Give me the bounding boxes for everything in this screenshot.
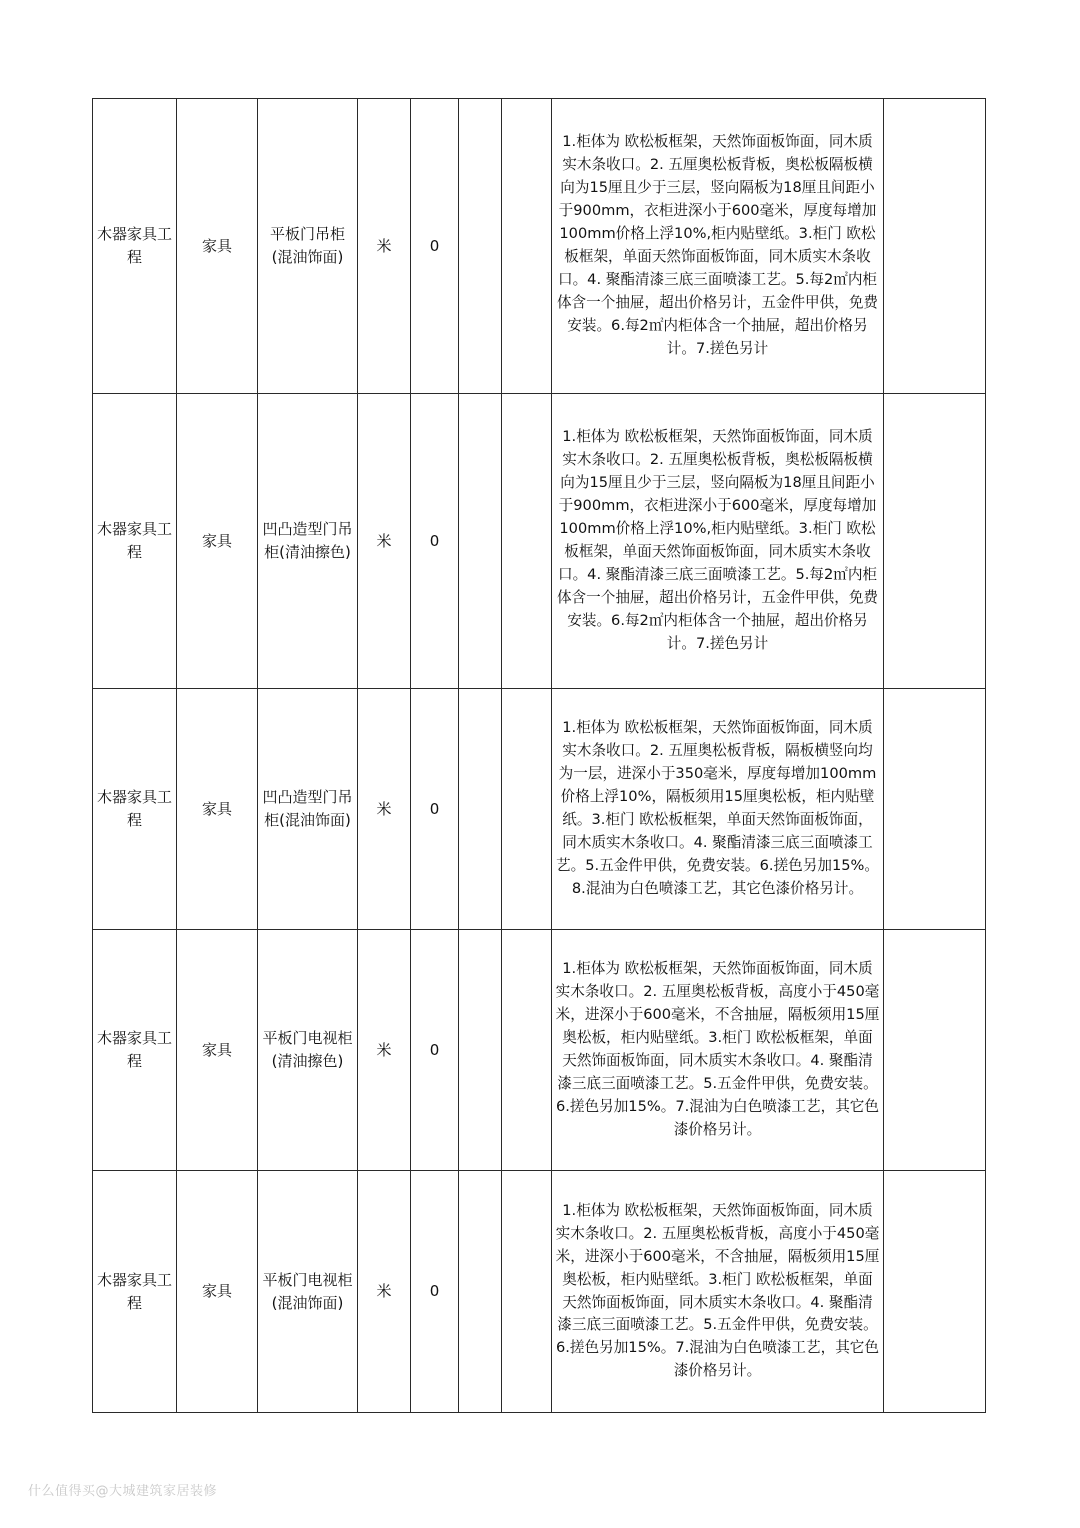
quantity-cell: 0 bbox=[411, 930, 459, 1171]
unit-price-cell bbox=[459, 689, 502, 930]
category-cell: 木器家具工程 bbox=[93, 1171, 177, 1413]
quantity-cell: 0 bbox=[411, 1171, 459, 1413]
remark-cell bbox=[884, 930, 986, 1171]
quantity-cell: 0 bbox=[411, 99, 459, 394]
description-cell: 1.柜体为 欧松板框架，天然饰面板饰面，同木质实木条收口。2. 五厘奥松板背板，隔板横竖向均为一层，进深小于350毫米，厚度每增加100mm价格上浮10%，隔板须用15厘奥松板，柜内贴壁纸。3.柜门 欧松板框架，单面天然饰面板饰面，同木质实木条收口。4. 聚酯清漆三底三面喷漆工艺。5.五金件甲供，免费安装。6.搓色另加15%。8.混油为白色喷漆工艺，其它色漆价格另计。 bbox=[552, 689, 884, 930]
item-name-cell: 平板门电视柜(清油擦色) bbox=[258, 930, 358, 1171]
description-cell: 1.柜体为 欧松板框架，天然饰面板饰面，同木质实木条收口。2. 五厘奥松板背板，奥松板隔板横向为15厘且少于三层，竖向隔板为18厘且间距小于900mm，衣柜进深小于600毫米，厚度每增加100mm价格上浮10%,柜内贴壁纸。3.柜门 欧松板框架，单面天然饰面板饰面，同木质实木条收口。4. 聚酯清漆三底三面喷漆工艺。5.每2㎡内柜体含一个抽屉，超出价格另计，五金件甲供，免费安装。6.每2㎡内柜体含一个抽屉，超出价格另计。7.搓色另计 bbox=[552, 99, 884, 394]
remark-cell bbox=[884, 1171, 986, 1413]
item-name-cell: 平板门电视柜(混油饰面) bbox=[258, 1171, 358, 1413]
description-cell: 1.柜体为 欧松板框架，天然饰面板饰面，同木质实木条收口。2. 五厘奥松板背板，奥松板隔板横向为15厘且少于三层，竖向隔板为18厘且间距小于900mm，衣柜进深小于600毫米，厚度每增加100mm价格上浮10%,柜内贴壁纸。3.柜门 欧松板框架，单面天然饰面板饰面，同木质实木条收口。4. 聚酯清漆三底三面喷漆工艺。5.每2㎡内柜体含一个抽屉，超出价格另计，五金件甲供，免费安装。6.每2㎡内柜体含一个抽屉，超出价格另计。7.搓色另计 bbox=[552, 394, 884, 689]
subcategory-cell: 家具 bbox=[177, 99, 258, 394]
remark-cell bbox=[884, 99, 986, 394]
unit-price-cell bbox=[459, 930, 502, 1171]
category-cell: 木器家具工程 bbox=[93, 689, 177, 930]
total-cell bbox=[502, 394, 552, 689]
item-name-cell: 凹凸造型门吊柜(混油饰面) bbox=[258, 689, 358, 930]
remark-cell bbox=[884, 394, 986, 689]
total-cell bbox=[502, 1171, 552, 1413]
table-row bbox=[93, 99, 986, 394]
unit-cell: 米 bbox=[358, 930, 411, 1171]
unit-price-cell bbox=[459, 394, 502, 689]
subcategory-cell: 家具 bbox=[177, 394, 258, 689]
total-cell bbox=[502, 99, 552, 394]
subcategory-cell: 家具 bbox=[177, 930, 258, 1171]
watermark: 什么值得买@大城建筑家居装修 bbox=[28, 1484, 218, 1499]
description-cell: 1.柜体为 欧松板框架，天然饰面板饰面，同木质实木条收口。2. 五厘奥松板背板，高度小于450毫米，进深小于600毫米，不含抽屉，隔板须用15厘奥松板，柜内贴壁纸。3.柜门 欧松板框架，单面天然饰面板饰面，同木质实木条收口。4. 聚酯清漆三底三面喷漆工艺。5.五金件甲供，免费安装。6.搓色另加15%。7.混油为白色喷漆工艺，其它色漆价格另计。 bbox=[552, 930, 884, 1171]
table-row bbox=[93, 930, 986, 1171]
total-cell bbox=[502, 930, 552, 1171]
unit-cell: 米 bbox=[358, 1171, 411, 1413]
item-name-cell: 凹凸造型门吊柜(清油擦色) bbox=[258, 394, 358, 689]
unit-price-cell bbox=[459, 99, 502, 394]
unit-cell: 米 bbox=[358, 689, 411, 930]
total-cell bbox=[502, 689, 552, 930]
quote-table bbox=[92, 98, 986, 1413]
category-cell: 木器家具工程 bbox=[93, 99, 177, 394]
unit-price-cell bbox=[459, 1171, 502, 1413]
remark-cell bbox=[884, 689, 986, 930]
category-cell: 木器家具工程 bbox=[93, 930, 177, 1171]
unit-cell: 米 bbox=[358, 394, 411, 689]
table-row bbox=[93, 394, 986, 689]
unit-cell: 米 bbox=[358, 99, 411, 394]
description-cell: 1.柜体为 欧松板框架，天然饰面板饰面，同木质实木条收口。2. 五厘奥松板背板，高度小于450毫米，进深小于600毫米，不含抽屉，隔板须用15厘奥松板，柜内贴壁纸。3.柜门 欧松板框架，单面天然饰面板饰面，同木质实木条收口。4. 聚酯清漆三底三面喷漆工艺。5.五金件甲供，免费安装。6.搓色另加15%。7.混油为白色喷漆工艺，其它色漆价格另计。 bbox=[552, 1171, 884, 1413]
category-cell: 木器家具工程 bbox=[93, 394, 177, 689]
quantity-cell: 0 bbox=[411, 689, 459, 930]
subcategory-cell: 家具 bbox=[177, 1171, 258, 1413]
table-row bbox=[93, 689, 986, 930]
subcategory-cell: 家具 bbox=[177, 689, 258, 930]
item-name-cell: 平板门吊柜(混油饰面) bbox=[258, 99, 358, 394]
quantity-cell: 0 bbox=[411, 394, 459, 689]
table-row bbox=[93, 1171, 986, 1413]
